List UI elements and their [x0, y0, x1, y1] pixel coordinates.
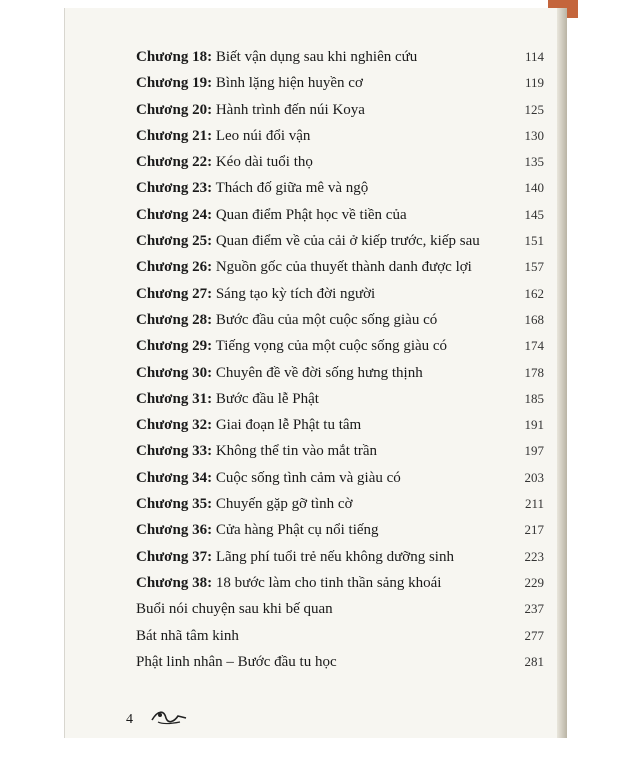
toc-entry-label [136, 307, 437, 333]
page-ref: 191 [524, 417, 544, 433]
toc-entry-label [136, 44, 417, 70]
ornament-icon [150, 706, 188, 726]
toc-row [136, 465, 544, 491]
chapter-number: Chương 27: [136, 285, 213, 302]
chapter-title: Thách đố giữa mê và ngộ [215, 180, 369, 197]
page-number: 4 [126, 712, 133, 727]
chapter-number: Chương 26: [136, 259, 213, 276]
chapter-number: Chương 38: [136, 574, 213, 591]
page-ref: 281 [524, 653, 544, 669]
toc-row [136, 228, 544, 254]
toc-entry-label [136, 333, 447, 359]
toc-entry-label [136, 649, 337, 675]
toc-entry-label [136, 97, 365, 123]
chapter-title: Tiếng vọng của một cuộc sống giàu có [215, 338, 448, 355]
chapter-title: Nguồn gốc của thuyết thành danh được lợi [215, 259, 472, 276]
toc-entry-label [136, 623, 239, 649]
page-edge [557, 8, 567, 738]
toc-entry-label [136, 596, 333, 622]
chapter-title: Leo núi đổi vận [215, 127, 311, 144]
chapter-title: Giai đoạn lễ Phật tu tâm [215, 417, 362, 434]
chapter-title: Bước đầu lễ Phật [215, 390, 319, 407]
page-ref: 217 [524, 522, 544, 538]
toc-entry-label [136, 412, 361, 438]
page-ref: 119 [524, 75, 544, 91]
toc-row [136, 149, 544, 175]
page-ref: 229 [524, 574, 544, 590]
chapter-title: Hành trình đến núi Koya [215, 101, 365, 118]
page-ref: 203 [524, 469, 544, 485]
chapter-number: Chương 24: [136, 206, 213, 223]
toc-entry-label [136, 438, 377, 464]
chapter-number: Chương 21: [136, 127, 213, 144]
chapter-title: Sáng tạo kỳ tích đời người [215, 285, 376, 302]
toc-row [136, 596, 544, 622]
chapter-number: Chương 23: [136, 180, 213, 197]
page-ref: 168 [524, 311, 544, 327]
page-ref: 223 [524, 548, 544, 564]
chapter-number: Chương 34: [136, 469, 213, 486]
chapter-number: Chương 31: [136, 390, 213, 407]
chapter-number: Chương 36: [136, 522, 213, 539]
toc-entry-label [136, 281, 375, 307]
toc-row [136, 333, 544, 359]
page-ref: 277 [524, 627, 544, 643]
toc-entry-label [136, 70, 363, 96]
page-ref: 211 [524, 496, 544, 512]
page-ref: 157 [524, 259, 544, 275]
chapter-title: Kéo dài tuổi thọ [215, 154, 313, 171]
toc-row [136, 360, 544, 386]
toc-row [136, 70, 544, 96]
toc-row [136, 202, 544, 228]
toc-row [136, 649, 544, 675]
chapter-title: Bước đầu của một cuộc sống giàu có [215, 311, 438, 328]
page-ref: 151 [524, 233, 544, 249]
toc-row [136, 386, 544, 412]
chapter-number: Chương 29: [136, 338, 213, 355]
toc-entry-label [136, 228, 480, 254]
chapter-title: Chuyến gặp gỡ tình cờ [215, 496, 353, 513]
chapter-title: Bình lặng hiện huyền cơ [215, 75, 363, 92]
chapter-number: Chương 19: [136, 75, 213, 92]
chapter-number: Chương 33: [136, 443, 213, 460]
chapter-number: Chương 30: [136, 364, 213, 381]
toc-row [136, 307, 544, 333]
toc-entry-label [136, 570, 441, 596]
page-ref: 145 [524, 206, 544, 222]
toc-row [136, 517, 544, 543]
chapter-title: Cửa hàng Phật cụ nổi tiếng [215, 522, 379, 539]
page-ref: 197 [524, 443, 544, 459]
page-ref: 162 [524, 285, 544, 301]
page-ref: 237 [524, 601, 544, 617]
toc-entry-label [136, 491, 353, 517]
toc-row [136, 438, 544, 464]
chapter-number: Chương 37: [136, 548, 213, 565]
chapter-number: Chương 35: [136, 496, 213, 513]
toc-entry-label [136, 544, 454, 570]
page-ref: 140 [524, 180, 544, 196]
chapter-number: Chương 18: [136, 49, 213, 65]
toc-row [136, 570, 544, 596]
page-ref: 135 [524, 154, 544, 170]
chapter-title: Phật linh nhân – Bước đầu tu học [136, 653, 337, 670]
toc-entry-label [136, 386, 319, 412]
page-ref: 125 [524, 101, 544, 117]
toc-row [136, 44, 544, 70]
chapter-title: Quan điểm Phật học về tiền của [215, 206, 407, 223]
chapter-title: Quan điểm về của cải ở kiếp trước, kiếp sau [215, 233, 480, 250]
toc-entry-label [136, 202, 407, 228]
toc-entry-label [136, 360, 423, 386]
toc-row [136, 544, 544, 570]
toc-row [136, 175, 544, 201]
page-ref: 174 [524, 338, 544, 354]
chapter-number: Chương 28: [136, 311, 213, 328]
page-ref: 185 [524, 390, 544, 406]
table-of-contents [136, 44, 544, 675]
toc-entry-label [136, 254, 472, 280]
chapter-title: Lãng phí tuổi trẻ nếu không dưỡng sinh [215, 548, 454, 565]
toc-row [136, 623, 544, 649]
chapter-title: Chuyên đề về đời sống hưng thịnh [215, 364, 423, 381]
toc-row [136, 412, 544, 438]
chapter-number: Chương 22: [136, 154, 213, 171]
page-ref: 114 [524, 49, 544, 64]
toc-entry-label [136, 175, 368, 201]
chapter-number: Chương 25: [136, 233, 213, 250]
toc-entry-label [136, 149, 313, 175]
chapter-title: Không thể tin vào mắt trần [215, 443, 378, 460]
toc-row [136, 491, 544, 517]
toc-row [136, 281, 544, 307]
page-ref: 130 [524, 127, 544, 143]
chapter-number: Chương 32: [136, 417, 213, 434]
chapter-number: Chương 20: [136, 101, 213, 118]
toc-entry-label [136, 123, 310, 149]
chapter-title: 18 bước làm cho tinh thần sảng khoái [215, 574, 442, 591]
chapter-title: Bát nhã tâm kinh [136, 627, 239, 644]
chapter-title: Biết vận dụng sau khi nghiên cứu [215, 49, 418, 65]
toc-row [136, 97, 544, 123]
toc-row [136, 123, 544, 149]
chapter-title: Cuộc sống tình cảm và giàu có [215, 469, 401, 486]
toc-entry-label [136, 465, 401, 491]
page-ref: 178 [524, 364, 544, 380]
toc-row [136, 254, 544, 280]
toc-entry-label [136, 517, 379, 543]
chapter-title: Buổi nói chuyện sau khi bế quan [136, 601, 333, 618]
